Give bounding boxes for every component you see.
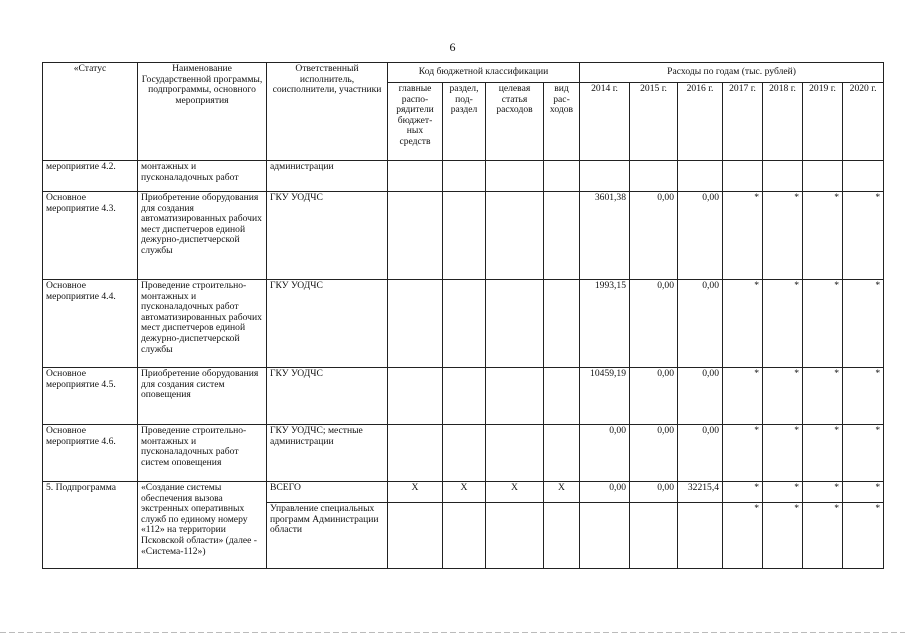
status-cell: Основное мероприятие 4.6. bbox=[43, 425, 138, 482]
page-number: 6 bbox=[449, 40, 456, 54]
status-cell: мероприятие 4.2. bbox=[43, 161, 138, 192]
header-year: 2016 г. bbox=[678, 83, 723, 161]
value-cell bbox=[803, 161, 843, 192]
value-cell bbox=[723, 161, 763, 192]
code-cell bbox=[544, 280, 580, 368]
code-cell bbox=[486, 161, 544, 192]
resp-cell: ВСЕГО bbox=[267, 482, 388, 503]
header-vid: вид рас-ходов bbox=[544, 83, 580, 161]
code-cell bbox=[388, 192, 443, 280]
name-cell: Приобретение оборудования для создания автоматизированных рабочих мест диспетчеров единой дежурно-диспетчерской службы bbox=[138, 192, 267, 280]
value-cell: 0,00 bbox=[678, 280, 723, 368]
code-cell bbox=[486, 192, 544, 280]
value-cell: 3601,38 bbox=[580, 192, 630, 280]
code-cell bbox=[486, 503, 544, 569]
value-cell: * bbox=[763, 280, 803, 368]
code-cell bbox=[486, 368, 544, 425]
value-cell: * bbox=[723, 425, 763, 482]
value-cell: * bbox=[763, 425, 803, 482]
value-cell: * bbox=[803, 280, 843, 368]
header-year: 2020 г. bbox=[843, 83, 884, 161]
code-cell bbox=[443, 425, 486, 482]
name-cell: Проведение строительно-монтажных и пусконаладочных работ автоматизированных рабочих мест диспетчеров единой дежурно-диспетчерской службы bbox=[138, 280, 267, 368]
header-row-1 bbox=[43, 63, 884, 83]
code-cell bbox=[544, 425, 580, 482]
value-cell: * bbox=[843, 425, 884, 482]
subprogram-row-total bbox=[43, 482, 884, 503]
value-cell: * bbox=[843, 482, 884, 503]
value-cell: 10459,19 bbox=[580, 368, 630, 425]
value-cell bbox=[630, 503, 678, 569]
value-cell: * bbox=[763, 192, 803, 280]
value-cell: * bbox=[803, 482, 843, 503]
header-status: «Статус bbox=[43, 63, 138, 161]
table-row bbox=[43, 425, 884, 482]
status-cell: Основное мероприятие 4.5. bbox=[43, 368, 138, 425]
code-cell bbox=[388, 368, 443, 425]
subprogram-name: «Создание системы обеспечения вызова экстренных оперативных служб по единому номеру «112» на территории Псковской области» (далее - «Система-112») bbox=[138, 482, 267, 569]
value-cell bbox=[630, 161, 678, 192]
table-row bbox=[43, 280, 884, 368]
value-cell: 0,00 bbox=[630, 192, 678, 280]
value-cell: 0,00 bbox=[630, 482, 678, 503]
code-cell bbox=[544, 503, 580, 569]
resp-cell: Управление специальных программ Администрации области bbox=[267, 503, 388, 569]
value-cell: 0,00 bbox=[630, 368, 678, 425]
value-cell: 1993,15 bbox=[580, 280, 630, 368]
status-cell: Основное мероприятие 4.4. bbox=[43, 280, 138, 368]
code-cell bbox=[443, 192, 486, 280]
code-cell bbox=[544, 161, 580, 192]
code-cell: X bbox=[388, 482, 443, 503]
name-cell: Проведение строительно-монтажных и пусконаладочных работ систем оповещения bbox=[138, 425, 267, 482]
header-razdel: раздел, под-раздел bbox=[443, 83, 486, 161]
code-cell bbox=[486, 280, 544, 368]
code-cell bbox=[388, 425, 443, 482]
header-year: 2018 г. bbox=[763, 83, 803, 161]
header-year: 2019 г. bbox=[803, 83, 843, 161]
resp-cell: ГКУ УОДЧС bbox=[267, 192, 388, 280]
value-cell: * bbox=[803, 503, 843, 569]
value-cell: 0,00 bbox=[678, 425, 723, 482]
value-cell: * bbox=[763, 368, 803, 425]
name-cell: монтажных и пусконаладочных работ bbox=[138, 161, 267, 192]
value-cell: * bbox=[803, 368, 843, 425]
value-cell: 0,00 bbox=[630, 280, 678, 368]
value-cell bbox=[678, 161, 723, 192]
value-cell: * bbox=[843, 503, 884, 569]
value-cell: * bbox=[723, 192, 763, 280]
resp-cell: ГКУ УОДЧС bbox=[267, 280, 388, 368]
code-cell bbox=[486, 425, 544, 482]
table-row bbox=[43, 192, 884, 280]
value-cell: * bbox=[843, 368, 884, 425]
code-cell: X bbox=[486, 482, 544, 503]
code-cell bbox=[388, 280, 443, 368]
value-cell bbox=[843, 161, 884, 192]
value-cell: * bbox=[843, 192, 884, 280]
value-cell: * bbox=[723, 503, 763, 569]
resp-cell: администрации bbox=[267, 161, 388, 192]
value-cell: * bbox=[843, 280, 884, 368]
budget-table bbox=[42, 62, 884, 569]
status-cell: Основное мероприятие 4.3. bbox=[43, 192, 138, 280]
code-cell bbox=[443, 161, 486, 192]
value-cell: 0,00 bbox=[580, 425, 630, 482]
header-budget-code: Код бюджетной классификации bbox=[388, 63, 580, 83]
header-year: 2015 г. bbox=[630, 83, 678, 161]
code-cell bbox=[443, 280, 486, 368]
value-cell: * bbox=[723, 280, 763, 368]
header-year: 2014 г. bbox=[580, 83, 630, 161]
value-cell: * bbox=[763, 482, 803, 503]
value-cell bbox=[678, 503, 723, 569]
header-name: Наименование Государственной программы, подпрограммы, основного мероприятия bbox=[138, 63, 267, 161]
value-cell: * bbox=[803, 425, 843, 482]
value-cell: 32215,4 bbox=[678, 482, 723, 503]
code-cell bbox=[388, 503, 443, 569]
resp-cell: ГКУ УОДЧС bbox=[267, 368, 388, 425]
resp-cell: ГКУ УОДЧС; местные администрации bbox=[267, 425, 388, 482]
code-cell bbox=[544, 192, 580, 280]
header-gl: главные распо-рядители бюджет-ных средств bbox=[388, 83, 443, 161]
table-row bbox=[43, 161, 884, 192]
code-cell: X bbox=[544, 482, 580, 503]
value-cell bbox=[580, 161, 630, 192]
value-cell: 0,00 bbox=[678, 368, 723, 425]
value-cell: * bbox=[763, 503, 803, 569]
subprogram-status: 5. Подпрограмма bbox=[43, 482, 138, 569]
code-cell bbox=[544, 368, 580, 425]
value-cell bbox=[763, 161, 803, 192]
code-cell: X bbox=[443, 482, 486, 503]
value-cell: * bbox=[803, 192, 843, 280]
value-cell: * bbox=[723, 368, 763, 425]
value-cell bbox=[580, 503, 630, 569]
name-cell: Приобретение оборудования для создания систем оповещения bbox=[138, 368, 267, 425]
header-expenses: Расходы по годам (тыс. рублей) bbox=[580, 63, 884, 83]
value-cell: 0,00 bbox=[678, 192, 723, 280]
scan-edge-line bbox=[0, 632, 905, 633]
code-cell bbox=[443, 503, 486, 569]
code-cell bbox=[388, 161, 443, 192]
value-cell: 0,00 bbox=[580, 482, 630, 503]
header-year: 2017 г. bbox=[723, 83, 763, 161]
table-row bbox=[43, 368, 884, 425]
code-cell bbox=[443, 368, 486, 425]
header-responsible: Ответственный исполнитель, соисполнители, участники bbox=[267, 63, 388, 161]
value-cell: * bbox=[723, 482, 763, 503]
header-statya: целевая статья расходов bbox=[486, 83, 544, 161]
value-cell: 0,00 bbox=[630, 425, 678, 482]
